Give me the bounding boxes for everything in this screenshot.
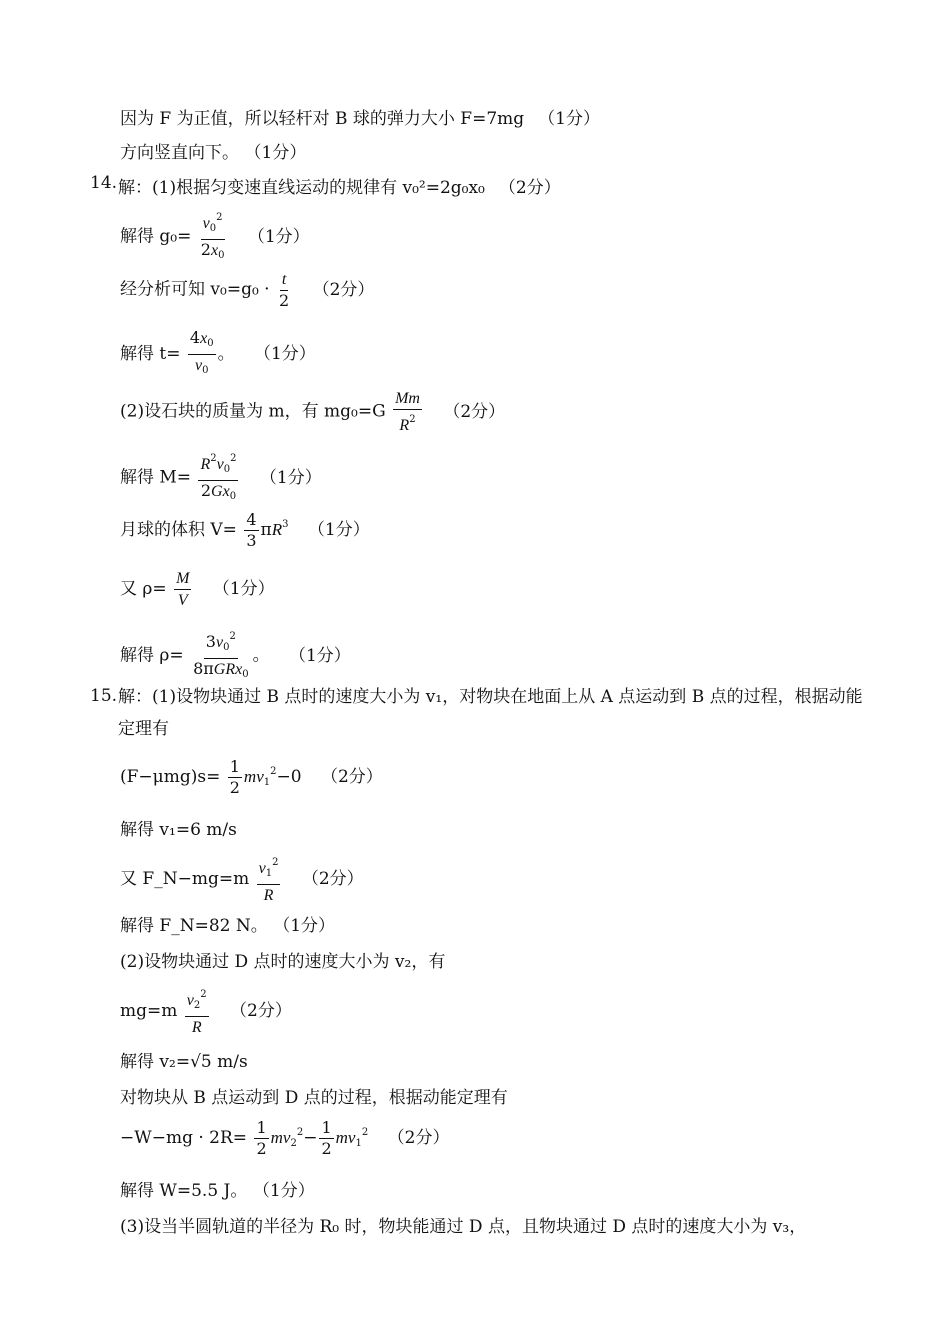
answer-line: 解得 g₀= $\frac{v_0^2}{2x_0}$ （1分） bbox=[120, 208, 310, 266]
fraction: $\frac{v_0^2}{2x_0}$ bbox=[199, 208, 227, 266]
answer-line: −W−mg · 2R= $\frac{1}{2}$ $mv_2^2-$ $\frac{1}{2}$ $mv_1^2$ （2分） bbox=[120, 1118, 450, 1158]
question-number-14: 14. bbox=[90, 173, 118, 193]
answer-line: (3)设当半圆轨道的半径为 R₀ 时，物块能通过 D 点，且物块通过 D 点时的速度大小为 v₃， bbox=[120, 1217, 807, 1237]
answer-line: 解得 F_N=82 N。 （1分） bbox=[120, 916, 336, 936]
answer-line: 解：(1)根据匀变速直线运动的规律有 v₀²=2g₀x₀ （2分） bbox=[118, 178, 561, 198]
fraction: $\frac{4x_0}{v_0}$ bbox=[189, 328, 214, 376]
fraction: $\frac{t}{2}$ bbox=[278, 271, 290, 310]
answer-line: 解得 M= $\frac{R^2v_0^2}{2Gx_0}$ （1分） bbox=[120, 449, 322, 507]
answer-line: 解得 ρ= $\frac{3v_0^2}{8\pi GRx_0}$ 。 （1分） bbox=[120, 627, 351, 685]
answer-paragraph: 解：(1)设物块通过 B 点时的速度大小为 v₁，对物块在地面上从 A 点运动到 B 点的过程，根据动能定理有 bbox=[118, 687, 863, 739]
answer-line: 解得 t= $\frac{4x_0}{v_0}$ 。 （1分） bbox=[120, 328, 316, 381]
answer-line: 解得 v₁=6 m/s bbox=[120, 820, 237, 840]
answer-line: 又 ρ= $\frac{M}{V}$ （1分） bbox=[120, 570, 275, 609]
answer-line: 对物块从 B 点运动到 D 点的过程，根据动能定理有 bbox=[120, 1088, 508, 1108]
fraction: $\frac{R^2v_0^2}{2Gx_0}$ bbox=[198, 449, 238, 507]
fraction: $\frac{Mm}{R^2}$ bbox=[395, 390, 420, 434]
answer-line: mg=m $\frac{v_2^2}{R}$ （2分） bbox=[120, 985, 292, 1038]
answer-line: (2)设石块的质量为 m，有 mg₀=G $\frac{Mm}{R^2}$ （2分） bbox=[120, 390, 506, 434]
answer-line: 解得 W=5.5 J。 （1分） bbox=[120, 1181, 315, 1201]
answer-line: (2)设物块通过 D 点时的速度大小为 v₂，有 bbox=[120, 952, 446, 972]
fraction: $\frac{M}{V}$ bbox=[176, 570, 190, 609]
fraction: $\frac{3v_0^2}{8\pi GRx_0}$ bbox=[191, 627, 251, 685]
answer-line: 月球的体积 V= $\frac{4}{3}$ $\pi R^3$ （1分） bbox=[120, 510, 370, 550]
question-number-15: 15. bbox=[90, 686, 118, 706]
fraction: $\frac{1}{2}$ bbox=[229, 757, 240, 797]
fraction: $\frac{1}{2}$ bbox=[256, 1118, 267, 1158]
answer-line: 解得 v₂=√5 m/s bbox=[120, 1052, 248, 1072]
answer-line: 经分析可知 v₀=g₀ · $\frac{t}{2}$ （2分） bbox=[120, 271, 375, 310]
fraction: $\frac{v_1^2}{R}$ bbox=[257, 853, 281, 906]
answer-line: (F−μmg)s= $\frac{1}{2}$ $mv_1^2-0$ （2分） bbox=[120, 757, 383, 797]
fraction: $\frac{1}{2}$ bbox=[321, 1118, 332, 1158]
answer-line: 又 F_N−mg=m $\frac{v_1^2}{R}$ （2分） bbox=[120, 853, 364, 906]
fraction: $\frac{4}{3}$ bbox=[246, 510, 257, 550]
answer-line: 因为 F 为正值，所以轻杆对 B 球的弹力大小 F=7mg （1分） bbox=[120, 109, 600, 129]
answer-line: 方向竖直向下。 （1分） bbox=[120, 143, 307, 163]
fraction: $\frac{v_2^2}{R}$ bbox=[185, 985, 209, 1038]
